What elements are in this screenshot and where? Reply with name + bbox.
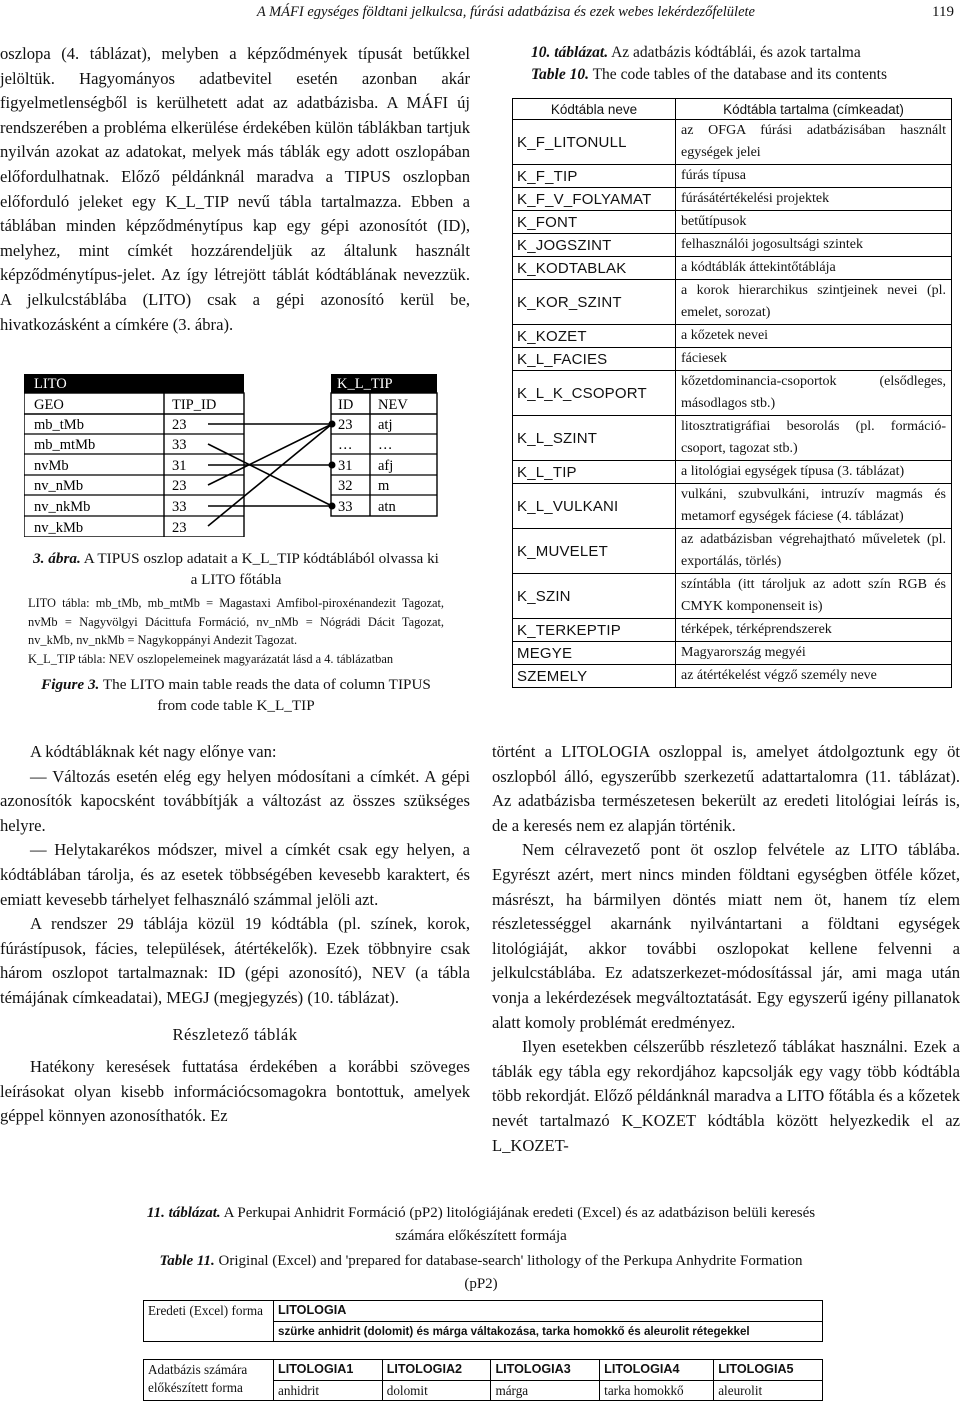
code-table-content: a kőzetek nevei	[676, 325, 952, 348]
lito-cell: 23	[172, 520, 187, 536]
table-row	[513, 325, 952, 348]
code-table-name: K_L_VULKANI	[513, 484, 676, 529]
lito-cell: 33	[172, 499, 187, 515]
lito-cell: nv_nMb	[34, 478, 84, 494]
figure-3-caption-en	[28, 674, 444, 716]
body-left-column	[0, 740, 470, 1129]
intro-paragraph	[0, 42, 470, 337]
lito-cell: nv_nkMb	[34, 499, 91, 515]
page-number: 119	[932, 4, 954, 20]
kltip-cell: 33	[338, 499, 353, 515]
code-table-name: K_JOGSZINT	[513, 234, 676, 257]
table-row	[513, 165, 952, 188]
column-header: LITOLOGIA5	[714, 1360, 823, 1381]
code-table-name: K_SZIN	[513, 574, 676, 619]
kltip-cell: m	[378, 478, 390, 494]
table-header-row	[513, 99, 952, 120]
code-table-content: a korok hierarchikus szintjeinek nevei (pl. emelet, sorozat)	[676, 280, 952, 325]
code-table-content: fáciesek	[676, 348, 952, 371]
row-label: Adatbázis számára előkészített forma	[144, 1360, 274, 1401]
connector-arrows	[208, 424, 332, 526]
figure-3-note-2: K_L_TIP tábla: NEV oszlopelemeinek magyarázatát lásd a 4. táblázatban	[28, 651, 394, 666]
code-table-name: K_F_LITONULL	[513, 120, 676, 165]
column-header: Kódtábla tartalma (címkeadat)	[676, 99, 952, 120]
code-table-content: fúrásátértékelési projektek	[676, 188, 952, 211]
code-table-content: a kódtáblák áttekintőtáblája	[676, 257, 952, 280]
paragraph: Ilyen esetekben célszerűbb részletező táblákat használni. Ezek a táblák egy tábla egy rekordjához kapcsolják egy vagy több kódtábla több rekordját. Előző példánknál maradva a LITO főtábla és a kőzetek nevét tartalmazó K_KOZET kódtábla között helyezkedik el az L_KOZET-	[492, 1037, 960, 1155]
kltip-title: K_L_TIP	[337, 376, 393, 392]
column-header: LITOLOGIA1	[274, 1360, 383, 1381]
figure-3-caption-hu	[28, 548, 444, 590]
lito-header-geo: GEO	[34, 397, 64, 413]
kltip-cell: atn	[378, 499, 396, 515]
table-row	[513, 484, 952, 529]
lithology-value: márga	[491, 1380, 600, 1401]
kltip-table	[331, 393, 437, 516]
figure-3-note-1: LITO tábla: mb_tMb, mb_mtMb = Magastaxi Amfibol-piroxénandezit Tagozat, nvMb = Nagyvölgyi Dácittufa Formáció, nv_nMb = Nógrádi Dácit Tagozat, nv_kMb, nv_nkMb = Nagykoppányi Andezit Tagozat.	[28, 596, 444, 647]
code-table-name: K_L_TIP	[513, 461, 676, 484]
kltip-cell: afj	[378, 458, 394, 474]
lithology-value: anhidrit	[274, 1380, 383, 1401]
table-row	[513, 416, 952, 461]
caption-text-en: The code tables of the database and its contents	[592, 66, 887, 83]
paragraph: — Változás esetén elég egy helyen módosítani a címkét. A gépi azonosítók kapocsként továbbítják a változást az összes szükséges helyre.	[0, 766, 470, 835]
table-row	[144, 1301, 823, 1322]
code-table-content: színtábla (itt tároljuk az adott szín RGB és CMYK komponenseit is)	[676, 574, 952, 619]
spacer-row	[144, 1342, 823, 1360]
table-row	[513, 234, 952, 257]
table-11	[143, 1300, 823, 1401]
lito-cell: nvMb	[34, 458, 69, 474]
lito-title: LITO	[34, 376, 67, 392]
paragraph: Hatékony keresések futtatása érdekében a korábbi szöveges leírásokat olyan kisebb információcsomagokra bontottuk, amelyek géppel könnyen azonosíthatók. Ez	[0, 1057, 470, 1126]
kltip-cell: …	[378, 437, 393, 453]
table-row	[513, 574, 952, 619]
code-table-name: K_FONT	[513, 211, 676, 234]
table-11-caption	[145, 1202, 817, 1296]
caption-label: 11. táblázat.	[146, 1205, 221, 1221]
code-table-content: az OFGA fúrási adatbázisában használt egységek jelei	[676, 120, 952, 165]
paragraph: történt a LITOLOGIA oszloppal is, amelyet átdolgoztunk egy öt oszlopból álló, egyszerűbb szerkezetű adattartalomra (11. táblázat). Az adatbázisba természetesen bekerült az eredeti litológiai leírás is, de a keresés nem ez alapján történik.	[492, 742, 960, 835]
table-row	[513, 257, 952, 280]
caption-label-en: Figure 3.	[41, 676, 100, 693]
code-table-content: kőzetdominancia-csoportok (elsődleges, másodlagos stb.)	[676, 371, 952, 416]
code-table-content: az átértékelést végző személy neve	[676, 665, 952, 688]
code-table-name: K_F_V_FOLYAMAT	[513, 188, 676, 211]
lithology-value: dolomit	[382, 1380, 491, 1401]
table-10-caption	[531, 42, 960, 86]
table-row	[513, 371, 952, 416]
paragraph: Nem célravezető pont öt oszlop felvétele az LITO táblába. Egyrészt azért, mert nincs minden földtani egységben ötféle kőzet, másrészt, ha bármilyen döntés miatt nem öt, hanem tíz elem részletességgel akarnánk nyilvántartani a földtani egységek litológiáját, akkor további oszlopokat kellene felvenni a jelkulcstáblába. Ez adatszerkezet-módosítással jár, ami maga után vonja a lekérdezések megváltoztatását. Egy egyszerű igény pillanatok alatt komoly problémát eredményez.	[492, 840, 960, 1032]
caption-text: A TIPUS oszlop adatait a K_L_TIP kódtáblából olvassa ki a LITO főtábla	[83, 550, 439, 588]
paragraph: — Helytakarékos módszer, mivel a címkét csak egy helyen, a kódtáblában tárolja, és az esetek többségében kevesebb karaktert, és emiatt kevesebb tárhelyet felhasználó számmal jelöli azt.	[0, 840, 470, 909]
paragraph: A rendszer 29 táblája közül 19 kódtábla (pl. színek, korok, fúrástípusok, fácies, települések, átértékelők). Ezek többnyire csak három oszlopot tartalmaznak: ID (gépi azonosító), NEV (a tábla témájának címkeadatai), MEGJ (megjegyzés) (10. táblázat).	[0, 914, 470, 1007]
kltip-cell: 23	[338, 417, 353, 433]
caption-text-en: The LITO main table reads the data of column TIPUS from code table K_L_TIP	[102, 676, 431, 714]
lito-cell: mb_mtMb	[34, 437, 96, 453]
column-header: LITOLOGIA3	[491, 1360, 600, 1381]
lito-cell: 31	[172, 458, 187, 474]
code-table-name: SZEMELY	[513, 665, 676, 688]
caption-label: 10. táblázat.	[531, 44, 609, 61]
code-table-content: litosztratigráfiai besorolás (pl. formáció-csoport, tagozat stb.)	[676, 416, 952, 461]
caption-text-en: Original (Excel) and 'prepared for database-search' lithology of the Perkupa Anhydrite Formation (pP2)	[218, 1253, 803, 1292]
column-header: Kódtábla neve	[513, 99, 676, 120]
code-table-content: betűtípusok	[676, 211, 952, 234]
code-table-name: K_MUVELET	[513, 529, 676, 574]
row-label: Eredeti (Excel) forma	[144, 1301, 274, 1342]
caption-text: A Perkupai Anhidrit Formáció (pP2) litológiájának eredeti (Excel) és az adatbázison belüli keresés számára előkészített formája	[223, 1205, 816, 1244]
table-row	[513, 642, 952, 665]
table-row	[513, 461, 952, 484]
table-row	[513, 529, 952, 574]
kltip-header-nev: NEV	[378, 397, 408, 413]
caption-label: 3. ábra.	[33, 550, 81, 567]
lithology-value: tarka homokkő	[600, 1380, 714, 1401]
body-right-column	[492, 740, 960, 1158]
table-row	[513, 348, 952, 371]
section-heading: Részletező táblák	[172, 1024, 298, 1044]
code-table-name: K_TERKEPTIP	[513, 619, 676, 642]
caption-label-en: Table 11.	[159, 1253, 215, 1269]
kltip-cell: atj	[378, 417, 393, 433]
lito-cell: mb_tMb	[34, 417, 84, 433]
lithology-value: aleurolit	[714, 1380, 823, 1401]
kltip-cell: …	[338, 437, 353, 453]
code-table-content: vulkáni, szubvulkáni, intruzív magmás és metamorf egységek fáciese (4. táblázat)	[676, 484, 952, 529]
kltip-cell: 32	[338, 478, 353, 494]
column-header: LITOLOGIA2	[382, 1360, 491, 1381]
lito-header-tipid: TIP_ID	[172, 397, 217, 413]
lito-cell: nv_kMb	[34, 520, 84, 536]
code-table-name: K_L_SZINT	[513, 416, 676, 461]
code-table-name: K_KOZET	[513, 325, 676, 348]
table-row	[513, 665, 952, 688]
caption-label-en: Table 10.	[531, 66, 589, 83]
code-table-name: K_KOR_SZINT	[513, 280, 676, 325]
lito-cell: 23	[172, 478, 187, 494]
table-row	[513, 120, 952, 165]
table-row	[513, 619, 952, 642]
code-table-content: fúrás típusa	[676, 165, 952, 188]
running-header	[0, 4, 960, 24]
table-row	[513, 188, 952, 211]
table-row	[513, 211, 952, 234]
intro-text: oszlopa (4. táblázat), melyben a képződmények típusát betűkkel jelöltük. Hagyományos adatbevitel esetén azonban akár figyelmetlenségből is kerülhetett adat az adatbázisba. A MÁFI új rendszerében a probléma elkerülése érdekében külön táblákban tartjuk nyilván azokat az adatokat, melyek más táblák egy adott oszlopában előfordulhatnak. Előző példánknál maradva a TIPUS oszlopban előforduló jeleket egy K_L_TIP nevű tábla tartalmazza. Ebben a táblában minden képződménytípus kap egy gépi azonosítót (ID), melyhez, mint címkét hozzárendeljük az általunk használt képződménytípus-jelet. Az így létrejött táblát kódtáblának nevezzük. A jelkulcstáblába (LITO) csak a gépi azonosító kerül be, hivatkozásként a címkére (3. ábra).	[0, 44, 470, 334]
running-title: A MÁFI egységes földtani jelkulcsa, fúrási adatbázisa és ezek webes lekérdezőfelülete	[256, 4, 755, 20]
column-header: LITOLOGIA	[274, 1301, 823, 1322]
column-header: LITOLOGIA4	[600, 1360, 714, 1381]
kltip-cell: 31	[338, 458, 353, 474]
table-row	[513, 280, 952, 325]
paragraph: A kódtábláknak két nagy előnye van:	[30, 742, 277, 761]
figure-3-diagram	[24, 372, 444, 537]
code-table-content: az adatbázisban végrehajtható műveletek (pl. exportálás, törlés)	[676, 529, 952, 574]
lito-cell: 23	[172, 417, 187, 433]
original-lithology: szürke anhidrit (dolomit) és márga váltakozása, tarka homokkő és aleurolit rétegekkel	[274, 1321, 823, 1342]
figure-3-caption	[28, 548, 444, 716]
kltip-header-id: ID	[338, 397, 354, 413]
code-table-content: felhasználói jogosultsági szintek	[676, 234, 952, 257]
code-table-content: a litológiai egységek típusa (3. táblázat)	[676, 461, 952, 484]
code-table-name: K_F_TIP	[513, 165, 676, 188]
table-row	[144, 1360, 823, 1381]
code-table-name: MEGYE	[513, 642, 676, 665]
caption-text: Az adatbázis kódtáblái, és azok tartalma	[611, 44, 861, 61]
code-table-name: K_KODTABLAK	[513, 257, 676, 280]
code-table-content: Magyarország megyéi	[676, 642, 952, 665]
code-table-name: K_L_K_CSOPORT	[513, 371, 676, 416]
code-table-name: K_L_FACIES	[513, 348, 676, 371]
table-10	[512, 98, 952, 688]
code-table-content: térképek, térképrendszerek	[676, 619, 952, 642]
lito-cell: 33	[172, 437, 187, 453]
